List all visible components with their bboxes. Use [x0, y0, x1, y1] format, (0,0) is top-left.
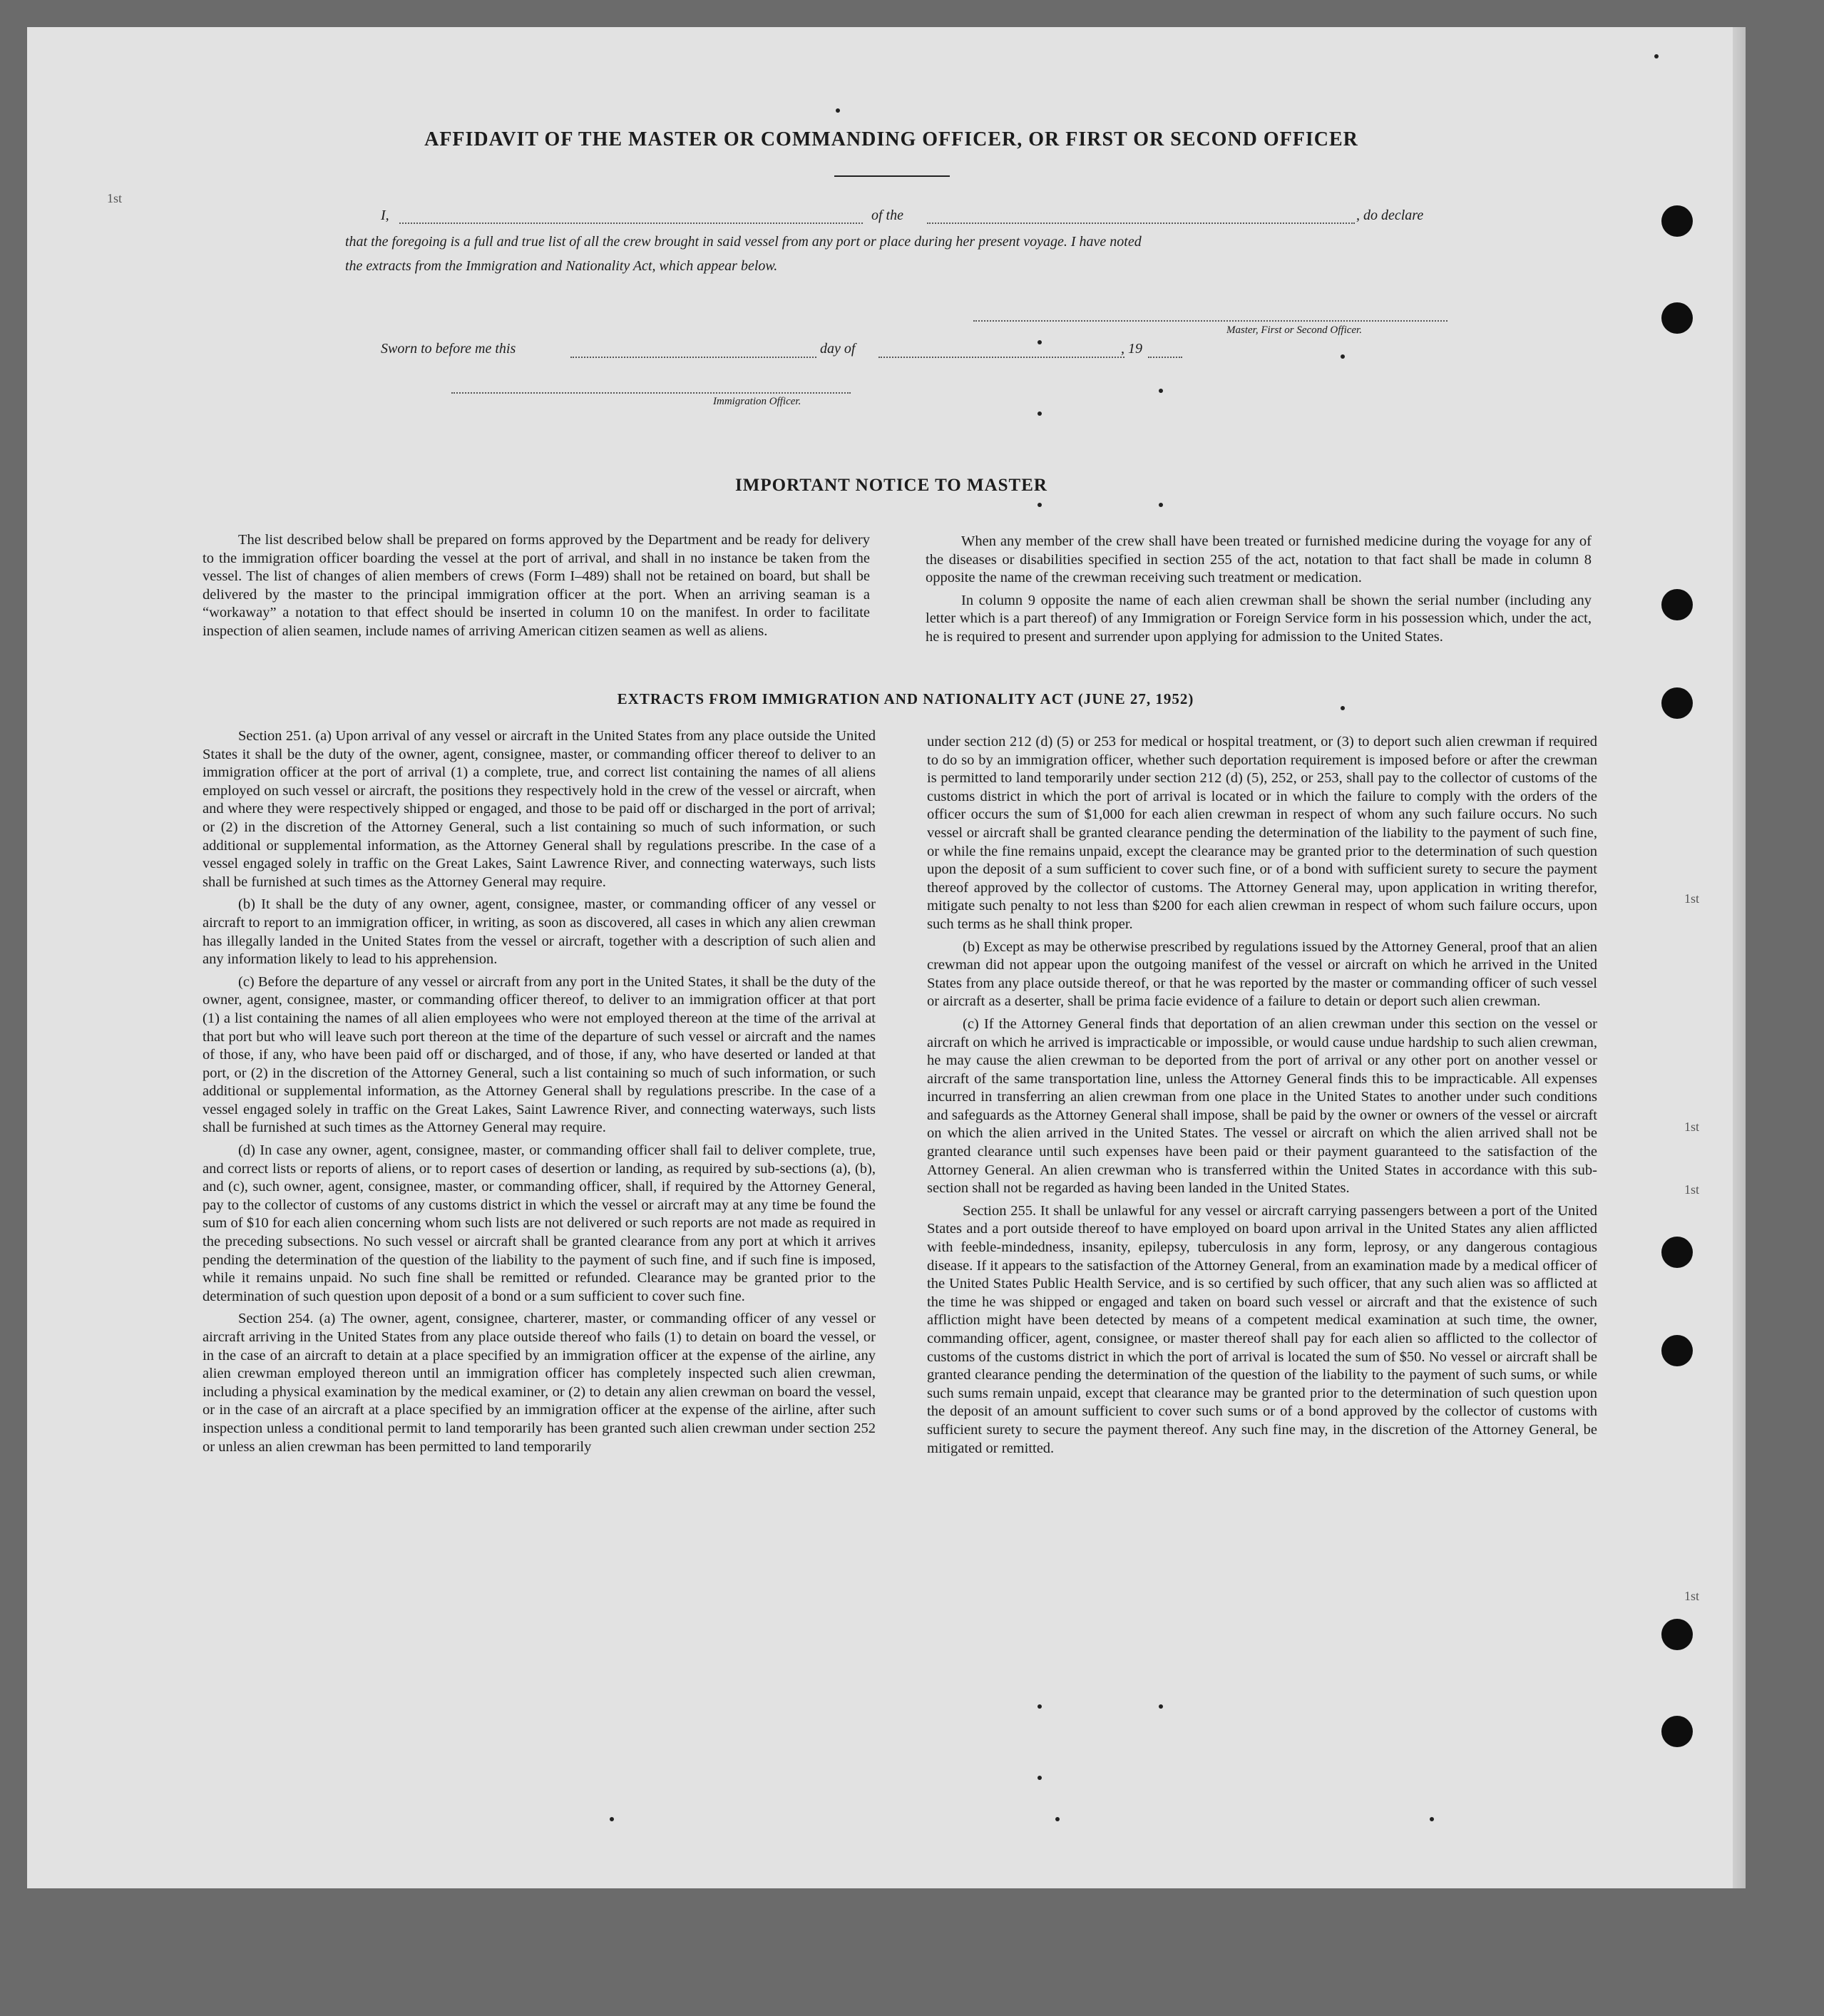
punch-hole: [1661, 1237, 1693, 1268]
speck: [1430, 1817, 1434, 1821]
notice-right-text-2: In column 9 opposite the name of each alien crewman shall be shown the serial number (including any letter which is a part thereof) of any Immigration or Foreign Service form in his possession which, under the act, he is required to present and surrender upon applying for admission to the United States.: [926, 592, 1592, 645]
section-251-d: (d) In case any owner, agent, consignee, master, or commanding officer shall fail to deliver complete, true, and correct lists or reports of aliens, or to report cases of desertion or landing, as required by sub-sections (a), (b), and (c), such owner, agent, consignee, master, or commanding officer, shall, if required by the Attorney General, pay to the collector of customs of any customs district in which the vessel or aircraft may at any time be found the sum of $10 for each alien concerning whom such lists are not delivered or such reports are not made as required in the preceding subsections. No such vessel or aircraft shall be granted clearance from any port at which it arrives pending the determination of the question of the liability to the payment of such fine, and if such fine is imposed, while it remains unpaid. No such fine shall be remitted or refunded. Clearance may be granted prior to the determination of such question upon deposit of a bond or a sum sufficient to cover such fine.: [203, 1142, 876, 1304]
sworn-label: Sworn to before me this: [381, 341, 516, 357]
speck: [1159, 389, 1163, 393]
section-254-a-continued: under section 212 (d) (5) or 253 for medical or hospital treatment, or (3) to deport such alien crewman if required to do so by an immigration officer, whether such deportation requirement is imposed before or after the crewman is permitted to land temporarily under section 212 (d) (5), 252, or 253, shall pay to the collector of customs of the customs district in which the port of arrival is located or in which the failure to comply with the orders of the officer occurs the sum of $1,000 for each alien crewman in respect of whom any such failure occurs. No such vessel or aircraft shall be granted clearance pending the determination of the liability to the payment of such fine, or while the fine remains unpaid, except the clearance may be granted prior to the determination of such question upon the deposit of a sum sufficient to cover such fine, or of a bond with sufficient surety to secure the payment thereof approved by the collector of customs. The Attorney General may, upon application in writing therefor, mitigate such penalty to not less than $200 for each alien crewman in respect of whom such failure occurs, upon such terms as he shall think proper.: [927, 734, 1597, 932]
officer-signature-blank: [451, 392, 851, 394]
section-254-a: Section 254. (a) The owner, agent, consignee, charterer, master, or commanding officer of any vessel or aircraft arriving in the United States from any place outside thereof who fails (1) to detain on board the vessel, or in the case of an aircraft to detain at a place specified by an immigration officer at the expense of the airline, any alien crewman employed thereon until an immigration officer has completely inspected such alien crewman, including a physical examination by the medical examiner, or (2) to detain any alien crewman on board the vessel, or in the case of an aircraft at a place specified by an immigration officer at the expense of the airline, after such inspection unless a conditional permit to land temporarily has been granted such alien crewman under section 252 or unless an alien crewman has been permitted to land temporarily: [203, 1311, 876, 1455]
speck: [610, 1817, 614, 1821]
speck: [836, 108, 840, 113]
notice-left-text: The list described below shall be prepared on forms approved by the Department and be ready for delivery to the immigration officer boarding the vessel at the port of arrival, and shall in no instance be taken from the vessel. The list of changes of alien members of crews (Form I–489) shall not be retained on board, but shall be delivered by the master to the principal immigration officer at the port. When an arriving seaman is a “workaway” a notation to that effect should be inserted in column 10 on the manifest. In order to facilitate inspection of alien seamen, include names of arriving American citizen seamen as well as aliens.: [203, 532, 870, 639]
notice-title: IMPORTANT NOTICE TO MASTER: [735, 476, 1047, 495]
section-251-b: (b) It shall be the duty of any owner, agent, consignee, master, or commanding officer of any vessel or aircraft to report to an immigration officer, in writing, as soon as discovered, all cases in which any alien crewman has illegally landed in the United States from the vessel or aircraft, together with a description of such alien and any information likely to lead to his apprehension.: [203, 896, 876, 968]
section-251-c: (c) Before the departure of any vessel or aircraft from any port in the United States, it shall be the duty of the owner, agent, consignee, master, or commanding officer thereof, to deliver to an immigration officer at that port (1) a list containing the names of all alien employees who were not employed thereon at the time of the arrival at that port but who will leave such port thereon at the time of the departure of such vessel or aircraft and the names of those, if any, who have been paid off or discharged, and of those, if any, who have deserted or landed at that port, or (2) in the discretion of the Attorney General, such a list containing so much of such information, or such additional or supplemental information, as the Attorney General shall by regulations prescribe. In the case of a vessel engaged solely in traffic on the Great Lakes, Saint Lawrence River, and connecting waterways, such lists shall be furnished at such times as the Attorney General may require.: [203, 973, 876, 1136]
notice-right-text-1: When any member of the crew shall have been treated or furnished medicine during the voyage for any of the diseases or disabilities specified in section 255 of the act, notation to that fact shall be made in column 8 opposite the name of the crewman receiving such treatment or medication.: [926, 533, 1592, 586]
of-the-label: of the: [871, 208, 903, 223]
speck: [1037, 503, 1042, 507]
speck: [1341, 706, 1345, 710]
margin-mark: 1st: [1684, 891, 1700, 906]
margin-mark: 1st: [1684, 1182, 1700, 1197]
extracts-title: EXTRACTS FROM IMMIGRATION AND NATIONALITY ACT (JUNE 27, 1952): [617, 690, 1194, 707]
punch-hole: [1661, 589, 1693, 620]
statement-line-2: the extracts from the Immigration and Nationality Act, which appear below.: [345, 258, 778, 274]
i-label: I,: [381, 208, 389, 223]
punch-hole: [1661, 1619, 1693, 1650]
speck: [1159, 1704, 1163, 1709]
statement-line-1: that the foregoing is a full and true list of all the crew brought in said vessel from any port or place during her present voyage. I have noted: [345, 234, 1142, 250]
year-blank: [1148, 357, 1182, 358]
vessel-blank: [927, 222, 1355, 224]
notice-left-paragraph: [203, 531, 870, 645]
sworn-month-blank: [878, 357, 1124, 358]
speck: [1654, 54, 1659, 58]
speck: [1037, 1776, 1042, 1780]
margin-mark: 1st: [1684, 1120, 1700, 1134]
speck: [1037, 411, 1042, 416]
master-signature-blank: [973, 320, 1448, 322]
section-254-b: (b) Except as may be otherwise prescribed by regulations issued by the Attorney General, proof that an alien crewman did not appear upon the outgoing manifest of the vessel or aircraft on which he arrived in the United States from any place outside thereof, or that he was reported by the master or commanding officer of such vessel or aircraft as a deserter, shall be prima facie evidence of a failure to detain or deport such alien crewman.: [927, 938, 1597, 1010]
title-divider: [834, 175, 950, 177]
punch-hole: [1661, 205, 1693, 237]
name-blank: [399, 222, 863, 224]
section-251-a: Section 251. (a) Upon arrival of any vessel or aircraft in the United States from any place outside the United States it shall be the duty of the owner, agent, consignee, master, or commanding officer thereof to deliver to an immigration officer at the port of arrival (1) a complete, true, and correct list containing the names of all aliens employed on such vessel or aircraft, the positions they respectively hold in the crew of the vessel or aircraft, when and where they were respectively shipped or engaged, and those to be paid off or discharged in the port of arrival; or (2) in the discretion of the Attorney General, such a list containing so much of such information, or such additional or supplemental information, as the Attorney General shall by regulations prescribe. In the case of a vessel engaged solely in traffic on the Great Lakes, Saint Lawrence River, and connecting waterways, such lists shall be furnished at such times as the Attorney General may require.: [203, 728, 876, 890]
do-declare-label: , do declare: [1356, 208, 1424, 223]
speck: [1037, 1704, 1042, 1709]
punch-hole: [1661, 1716, 1693, 1747]
punch-hole: [1661, 1335, 1693, 1366]
officer-caption: Immigration Officer.: [713, 396, 801, 407]
margin-mark: 1st: [107, 191, 123, 205]
speck: [1341, 354, 1345, 359]
speck: [1159, 503, 1163, 507]
speck: [1055, 1817, 1060, 1821]
section-255: Section 255. It shall be unlawful for any vessel or aircraft carrying passengers between a port of the United States and a port outside thereof to have employed on board upon arrival in the United States any alien afflicted with feeble-mindedness, insanity, epilepsy, tuberculosis in any form, leprosy, or any dangerous contagious disease. If it appears to the satisfaction of the Attorney General, from an examination made by a medical officer of the United States Public Health Service, and is so certified by such officer, that any such alien was so afflicted at the time he was shipped or engaged and taken on board such vessel or aircraft and that the existence of such affliction might have been detected by means of a competent medical examination at such time, the owner, commanding officer, agent, consignee, or master thereof shall pay for each alien so afflicted to the collector of customs of the customs district in which the port of arrival is located the sum of $50. No vessel or aircraft shall be granted clearance pending the determination of the question of the liability to the payment of such sums, or while such sums remain unpaid, except that clearance may be granted prior to the determination of such question upon the deposit of an amount sufficient to cover such sums or of a bond approved by the collector of customs with sufficient surety to secure the payment thereof. Any such fine may, in the discretion of the Attorney General, be mitigated or remitted.: [927, 1202, 1597, 1456]
page-edge: [1733, 27, 1746, 1888]
extracts-left-column: [203, 727, 876, 1460]
punch-hole: [1661, 302, 1693, 334]
section-254-c: (c) If the Attorney General finds that deportation of an alien crewman under this section on the vessel or aircraft on which he arrived is impracticable or impossible, or would cause undue hardship to such alien crewman, he may cause the alien crewman to be deported from the port of arrival or any other port on another vessel or aircraft of the same transportation line, unless the Attorney General finds this to be impracticable. All expenses incurred in transferring an alien crewman from one place in the United States to another under such conditions and safeguards as the Attorney General shall impose, shall be paid by the owner or owners of the vessel or aircraft on which the alien arrived in the United States. The vessel or aircraft on which the alien arrived shall not be granted clearance until such expenses have been paid or their payment guaranteed to the satisfaction of the Attorney General. An alien crewman who is transferred within the United States in accordance with this sub-section shall not be regarded as having been landed in the United States.: [927, 1015, 1597, 1197]
punch-hole: [1661, 687, 1693, 719]
speck: [1037, 340, 1042, 344]
notice-right-column: [926, 533, 1592, 651]
margin-mark: 1st: [1684, 1589, 1700, 1603]
sworn-day-blank: [570, 357, 816, 358]
extracts-right-column: [927, 733, 1597, 1462]
day-of-label: day of: [820, 341, 856, 357]
affidavit-title: AFFIDAVIT OF THE MASTER OR COMMANDING OFFICER, OR FIRST OR SECOND OFFICER: [424, 128, 1358, 150]
year-label: , 19: [1121, 341, 1142, 357]
master-caption: Master, First or Second Officer.: [1226, 324, 1362, 336]
